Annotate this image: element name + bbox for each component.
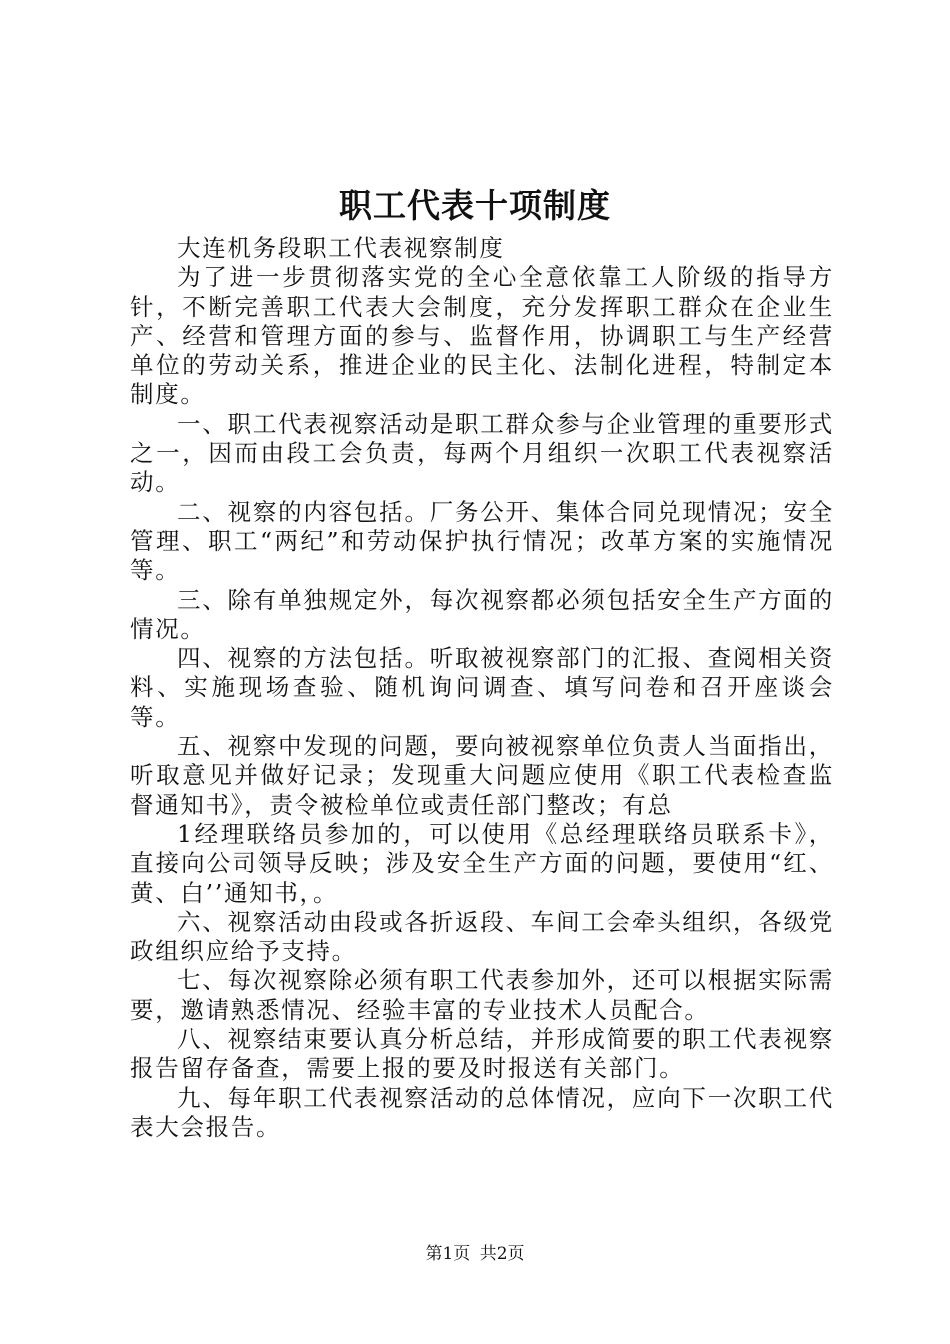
subtitle-paragraph: 大连机务段职工代表视察制度 xyxy=(177,234,505,262)
clause-9-paragraph: 九、每年职工代表视察活动的总体情况，应向下一次职工代表大会报告。 xyxy=(130,1083,834,1141)
clause-6-paragraph: 六、视察活动由段或各折返段、车间工会牵头组织，各级党政组织应给予支持。 xyxy=(130,907,834,966)
clause-5-paragraph: 五、视察中发现的问题，要向被视察单位负责人当面指出，听取意见并做好记录；发现重大问题应使用《职工代表检查监督通知书》，责令被检单位或责任部门整改；有总 xyxy=(130,732,834,819)
document-title: 职工代表十项制度 xyxy=(339,186,611,225)
intro-paragraph: 为了进一步贯彻落实党的全心全意依靠工人阶级的指导方针，不断完善职工代表大会制度，充分发挥职工群众在企业生产、经营和管理方面的参与、监督作用，协调职工与生产经营单位的劳动关系，推进企业的民主化、法制化进程，特制定本制度。 xyxy=(130,263,834,409)
clause-5-continued-paragraph: 1经理联络员参加的，可以使用《总经理联络员联系卡》，直接向公司领导反映；涉及安全生产方面的问题，要使用“红、黄、白’’通知书，。 xyxy=(130,819,834,907)
document-body xyxy=(130,234,834,1142)
page-total: 共2页 xyxy=(479,1244,525,1264)
clause-3-paragraph: 三、除有单独规定外，每次视察都必须包括安全生产方面的情况。 xyxy=(130,585,834,643)
clause-4-paragraph: 四、视察的方法包括。听取被视察部门的汇报、查阅相关资料、实施现场查验、随机询问调查、填写问卷和召开座谈会等。 xyxy=(130,644,834,731)
page-number: 第1页 xyxy=(425,1244,471,1264)
clause-1-paragraph: 一、职工代表视察活动是职工群众参与企业管理的重要形式之一，因而由段工会负责，每两个月组织一次职工代表视察活动。 xyxy=(130,409,834,497)
page-footer xyxy=(0,1243,950,1265)
clause-2-paragraph: 二、视察的内容包括。厂务公开、集体合同兑现情况；安全管理、职工“两纪”和劳动保护执行情况；改革方案的实施情况等。 xyxy=(130,497,834,585)
clause-8-paragraph: 八、视察结束要认真分析总结，并形成简要的职工代表视察报告留存备查，需要上报的要及时报送有关部门。 xyxy=(130,1025,834,1083)
clause-7-paragraph: 七、每次视察除必须有职工代表参加外，还可以根据实际需要，邀请熟悉情况、经验丰富的专业技术人员配合。 xyxy=(130,966,834,1024)
